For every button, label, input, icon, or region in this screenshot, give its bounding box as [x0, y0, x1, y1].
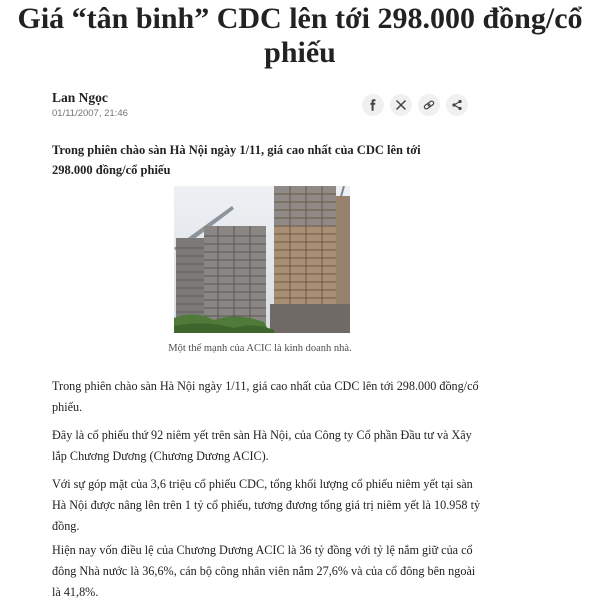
x-icon: [395, 99, 407, 111]
body-paragraph-1: Trong phiên chào sàn Hà Nội ngày 1/11, giá cao nhất của CDC lên tới 298.000 đồng/cổ phiếu.: [52, 379, 479, 414]
facebook-icon: [367, 99, 379, 111]
publish-date: 01/11/2007, 21:46: [52, 108, 128, 119]
image-caption: Một thế mạnh của ACIC là kinh doanh nhà.: [168, 343, 352, 354]
facebook-share-button[interactable]: [362, 94, 384, 116]
article-photo: [174, 186, 350, 333]
article-lead: Trong phiên chào sàn Hà Nội ngày 1/11, giá cao nhất của CDC lên tới 298.000 đồng/cổ phiếu: [52, 143, 421, 177]
body-paragraph-3: Với sự góp mặt của 3,6 triệu cổ phiếu CDC, tổng khối lượng cổ phiếu niêm yết tại sàn Hà Nội được nâng lên trên 1 tỷ cổ phiếu, tương đương tổng giá trị niêm yết là 10.958 tỷ đồng.: [52, 477, 481, 533]
author-name[interactable]: Lan Ngọc: [52, 90, 108, 105]
copy-link-button[interactable]: [418, 94, 440, 116]
share-icon: [451, 99, 463, 111]
body-paragraph-4: Hiện nay vốn điều lệ của Chương Dương ACIC là 36 tỷ đồng với tỷ lệ nắm giữ của cổ đông Nhà nước là 36,6%, cán bộ công nhân viên nắm 27,6% và của cổ đông bên ngoài là 41,8%.: [52, 543, 476, 599]
link-icon: [423, 99, 435, 111]
more-share-button[interactable]: [446, 94, 468, 116]
x-share-button[interactable]: [390, 94, 412, 116]
body-paragraph-2: Đây là cổ phiếu thứ 92 niêm yết trên sàn Hà Nội, của Công ty Cổ phần Đầu tư và Xây lắp Chương Dương (Chương Dương ACIC).: [52, 428, 472, 463]
article-title: Giá “tân binh” CDC lên tới 298.000 đồng/cổ phiếu: [17, 2, 583, 69]
